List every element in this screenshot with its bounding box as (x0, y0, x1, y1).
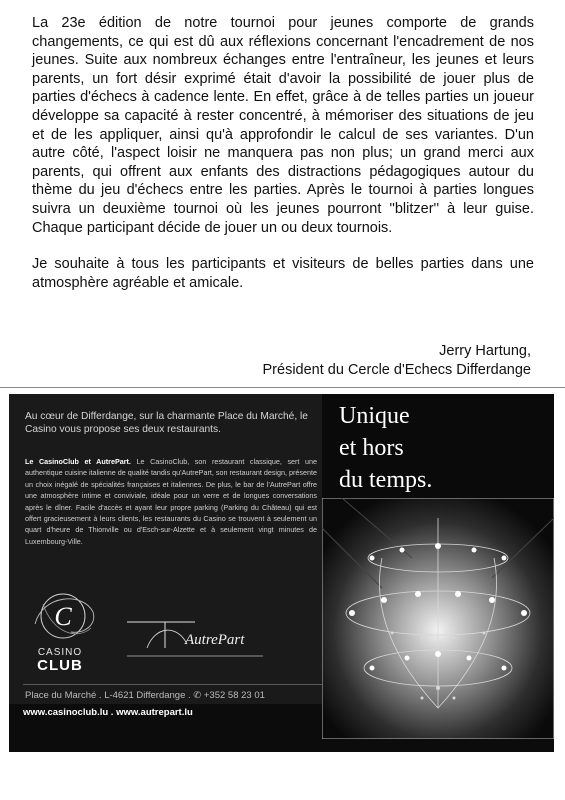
ad-address: Place du Marché . L-4621 Differdange . ✆ +352 58 23 01 (25, 690, 265, 701)
signature-title: Président du Cercle d'Echecs Differdange (262, 362, 531, 378)
chandelier-photo-icon (322, 498, 554, 739)
ad-description (25, 456, 317, 547)
signature-name: Jerry Hartung, (439, 343, 531, 359)
ad-websites: www.casinoclub.lu . www.autrepart.lu (23, 707, 193, 718)
address-divider (23, 684, 323, 685)
signature (263, 342, 531, 380)
casino-name-line1: CASINO (37, 647, 83, 658)
ad-description-text: Le CasinoClub, son restaurant classique, sert une authentique cuisine italienne de qualité tandis qu'AutrePart, son restaurant design, présente un choix inégalé de spécialités françaises et italiennes. De plus, le bar de l'AutrePart offre une atmosphère intime et conviviale, idéale pour un verre et de longues conversations après le dîner. Facile d'accès et ayant leur propre parking (Parking du Château) qui est offert gracieusement à leurs clients, les restaurants du Casino se trouvent à seulement un quart d'heure de Thionville ou d'Esch-sur-Alzette et à seulement vingt minutes de Luxembourg-Ville. (25, 457, 317, 546)
letter-paragraph-2: Je souhaite à tous les participants et visiteurs de belles parties dans une atmosphère agréable et amicale. (32, 256, 534, 291)
ad-headline-line1: Unique (339, 403, 410, 429)
letter-paragraph-1: La 23e édition de notre tournoi pour jeunes comporte de grands changements, ce qui est dû aux réflexions concernant l'encadrement de nos jeunes. Suite aux nombreux échanges entre l'entraîneur, les jeunes et leurs parents, un fort désir exprimé était d'avoir la possibilité de jouer plus de parties d'échecs à cadence lente. En effet, grâce à de telles parties un joueur développe sa capacité à rester concentré, à mémoriser des situations de jeu et de les appliquer, ainsi qu'à approfondir le calcul de ses variantes. D'un autre côté, l'aspect loisir ne manquera pas non plus; un grand merci aux parents, qui offrent aux enfants des distractions pédagogiques autour du thème du jeu d'échecs entre les parties. Après le tournoi à parties longues suivra un deuxième tournoi où les jeunes pourront ''blitzer'' à leur guise. Chaque participant décide de jouer un ou deux tournois. (32, 15, 534, 236)
autrepart-logo-text: AutrePart (185, 632, 245, 648)
ad-headline (339, 400, 432, 496)
letter-body (32, 14, 534, 310)
casino-name-line2: CLUB (37, 657, 83, 674)
ad-intro: Au cœur de Differdange, sur la charmante Place du Marché, le Casino vous propose ses deux restaurants. (25, 411, 308, 435)
ad-headline-line2: et hors (339, 435, 404, 461)
section-divider (0, 387, 565, 388)
ad-headline-line3: du temps. (339, 467, 433, 493)
advertisement (9, 394, 554, 752)
ad-description-lead: Le CasinoClub et AutrePart. (25, 457, 131, 466)
casino-monogram: C (54, 602, 72, 631)
autrepart-logo-icon (125, 614, 265, 662)
